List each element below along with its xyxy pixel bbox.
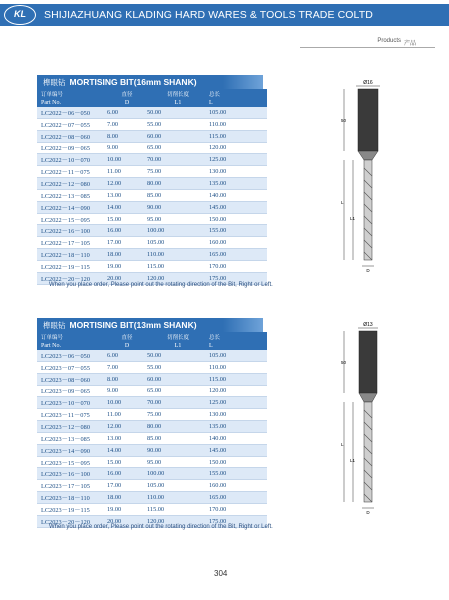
- part-number-cell: LC2023－13－085: [37, 432, 107, 444]
- header-cell: L1: [147, 341, 209, 350]
- total-length-cell: 145.00: [209, 444, 267, 456]
- table-row: [37, 107, 267, 118]
- table-row: [37, 237, 267, 249]
- cutting-length-cell: 115.00: [147, 503, 209, 515]
- header-cell: Part No.: [37, 341, 107, 350]
- diameter-cell: 19.00: [107, 260, 147, 272]
- part-number-cell: LC2023－10－070: [37, 397, 107, 409]
- total-length-cell: 165.00: [209, 249, 267, 261]
- diameter-cell: 10.00: [107, 397, 147, 409]
- total-length-cell: 145.00: [209, 201, 267, 213]
- diameter-cell: 13.00: [107, 189, 147, 201]
- cutting-length-cell: 105.00: [147, 237, 209, 249]
- order-note: When you place order, Please point out the rotating direction of the Bit, Right or Left.: [49, 524, 273, 530]
- header-cell: 总长: [209, 332, 267, 341]
- total-length-cell: 175.00: [209, 272, 267, 284]
- cutting-length-cell: 65.00: [147, 385, 209, 397]
- total-length-label: L: [341, 200, 344, 205]
- shank-length-label: 50: [341, 118, 347, 123]
- table-row: [37, 373, 267, 385]
- total-length-cell: 150.00: [209, 456, 267, 468]
- table-row: [37, 118, 267, 130]
- diameter-cell: 20.00: [107, 515, 147, 527]
- cutting-length-cell: 115.00: [147, 260, 209, 272]
- header-cell: 订单编号: [37, 89, 107, 98]
- diameter-label: D: [366, 268, 370, 273]
- header-cell: L: [209, 98, 267, 107]
- total-length-cell: 130.00: [209, 166, 267, 178]
- shank: [358, 89, 378, 151]
- part-number-cell: LC2023－06－050: [37, 350, 107, 361]
- total-length-cell: 125.00: [209, 154, 267, 166]
- order-note: When you place order, Please point out the rotating direction of the Bit, Right or Left.: [49, 282, 273, 288]
- spec-table: [37, 332, 267, 528]
- shank-dimension-label: Ø13: [363, 322, 373, 328]
- cutting-length-cell: 120.00: [147, 515, 209, 527]
- diameter-cell: 8.00: [107, 130, 147, 142]
- section-title-en: MORTISING BIT(13mm SHANK): [69, 320, 197, 330]
- table-row: [37, 142, 267, 154]
- table-row: [37, 350, 267, 361]
- cutting-length-cell: 110.00: [147, 492, 209, 504]
- cutting-length-cell: 60.00: [147, 373, 209, 385]
- header-cell: D: [107, 98, 147, 107]
- part-number-cell: LC2023－20－120: [37, 515, 107, 527]
- cutting-length-cell: 110.00: [147, 249, 209, 261]
- cut-length-label: L1: [350, 458, 356, 463]
- total-length-cell: 170.00: [209, 503, 267, 515]
- diameter-cell: 16.00: [107, 225, 147, 237]
- bit-drawing-13mm: [338, 322, 398, 517]
- header-cell: Part No.: [37, 98, 107, 107]
- total-length-label: L: [341, 442, 344, 447]
- header-cell: 切削长度: [147, 89, 209, 98]
- table-row: [37, 189, 267, 201]
- diameter-cell: 16.00: [107, 468, 147, 480]
- diameter-cell: 18.00: [107, 492, 147, 504]
- total-length-cell: 165.00: [209, 492, 267, 504]
- section-title-cn: 榫眼钻: [43, 78, 66, 87]
- diameter-cell: 10.00: [107, 154, 147, 166]
- total-length-cell: 115.00: [209, 130, 267, 142]
- table-row: [37, 130, 267, 142]
- header-cell: D: [107, 341, 147, 350]
- diameter-cell: 8.00: [107, 373, 147, 385]
- header-cell: 总长: [209, 89, 267, 98]
- total-length-cell: 170.00: [209, 260, 267, 272]
- table-row: [37, 260, 267, 272]
- table-row: [37, 178, 267, 190]
- table-row: [37, 456, 267, 468]
- diameter-cell: 6.00: [107, 350, 147, 361]
- table-row: [37, 503, 267, 515]
- diameter-cell: 14.00: [107, 444, 147, 456]
- part-number-cell: LC2022－19－115: [37, 260, 107, 272]
- table-row: [37, 468, 267, 480]
- section-13mm-shank: [37, 318, 263, 528]
- diameter-cell: 7.00: [107, 118, 147, 130]
- section-title-cn: 榫眼钻: [43, 321, 66, 330]
- table-row: [37, 154, 267, 166]
- cutting-length-cell: 60.00: [147, 130, 209, 142]
- total-length-cell: 155.00: [209, 225, 267, 237]
- part-number-cell: LC2022－14－090: [37, 201, 107, 213]
- total-length-cell: 135.00: [209, 178, 267, 190]
- cutting-length-cell: 100.00: [147, 225, 209, 237]
- table-row: [37, 432, 267, 444]
- part-number-cell: LC2023－11－075: [37, 409, 107, 421]
- diameter-cell: 20.00: [107, 272, 147, 284]
- part-number-cell: LC2023－14－090: [37, 444, 107, 456]
- diameter-cell: 15.00: [107, 213, 147, 225]
- table-row: [37, 166, 267, 178]
- cutting-length-cell: 85.00: [147, 189, 209, 201]
- total-length-cell: 110.00: [209, 118, 267, 130]
- part-number-cell: LC2023－15－095: [37, 456, 107, 468]
- part-number-cell: LC2022－18－110: [37, 249, 107, 261]
- part-number-cell: LC2022－15－095: [37, 213, 107, 225]
- diameter-cell: 13.00: [107, 432, 147, 444]
- cutting-length-cell: 80.00: [147, 178, 209, 190]
- section-title-en: MORTISING BIT(16mm SHANK): [69, 77, 197, 87]
- table-header: [37, 341, 267, 350]
- cutting-length-cell: 70.00: [147, 397, 209, 409]
- part-number-cell: LC2023－18－110: [37, 492, 107, 504]
- header-cell: 直径: [107, 89, 147, 98]
- table-row: [37, 213, 267, 225]
- header-cell: 订单编号: [37, 332, 107, 341]
- part-number-cell: LC2023－08－060: [37, 373, 107, 385]
- part-number-cell: LC2023－17－105: [37, 480, 107, 492]
- total-length-cell: 150.00: [209, 213, 267, 225]
- part-number-cell: LC2022－16－100: [37, 225, 107, 237]
- part-number-cell: LC2022－09－065: [37, 142, 107, 154]
- part-number-cell: LC2022－11－075: [37, 166, 107, 178]
- company-name: SHIJIAZHUANG KLADING HARD WARES & TOOLS TRADE COLTD: [44, 9, 373, 21]
- table-row: [37, 385, 267, 397]
- header-cell: 切削长度: [147, 332, 209, 341]
- cutting-length-cell: 105.00: [147, 480, 209, 492]
- table-row: [37, 444, 267, 456]
- part-number-cell: LC2023－09－065: [37, 385, 107, 397]
- diameter-label: D: [366, 510, 370, 515]
- total-length-cell: 140.00: [209, 189, 267, 201]
- total-length-cell: 130.00: [209, 409, 267, 421]
- header-banner: [0, 4, 449, 26]
- part-number-cell: LC2023－12－080: [37, 421, 107, 433]
- table-row: [37, 201, 267, 213]
- header-cell: L1: [147, 98, 209, 107]
- cutting-length-cell: 85.00: [147, 432, 209, 444]
- shank-transition: [359, 393, 377, 402]
- table-row: [37, 361, 267, 373]
- part-number-cell: LC2022－17－105: [37, 237, 107, 249]
- page-number: 304: [214, 569, 228, 578]
- table-row: [37, 492, 267, 504]
- diameter-cell: 18.00: [107, 249, 147, 261]
- diameter-cell: 19.00: [107, 503, 147, 515]
- cutting-length-cell: 55.00: [147, 361, 209, 373]
- table-row: [37, 480, 267, 492]
- cutting-length-cell: 75.00: [147, 409, 209, 421]
- cutting-length-cell: 55.00: [147, 118, 209, 130]
- cutting-length-cell: 65.00: [147, 142, 209, 154]
- part-number-cell: LC2022－12－080: [37, 178, 107, 190]
- total-length-cell: 175.00: [209, 515, 267, 527]
- cut-length-label: L1: [350, 216, 356, 221]
- total-length-cell: 105.00: [209, 350, 267, 361]
- total-length-cell: 140.00: [209, 432, 267, 444]
- total-length-cell: 110.00: [209, 361, 267, 373]
- table-row: [37, 225, 267, 237]
- header-cell: L: [209, 341, 267, 350]
- section-16mm-shank: [37, 75, 263, 285]
- diameter-cell: 7.00: [107, 361, 147, 373]
- table-row: [37, 397, 267, 409]
- total-length-cell: 105.00: [209, 107, 267, 118]
- total-length-cell: 160.00: [209, 480, 267, 492]
- part-number-cell: LC2022－20－120: [37, 272, 107, 284]
- part-number-cell: LC2022－08－060: [37, 130, 107, 142]
- diameter-cell: 9.00: [107, 142, 147, 154]
- spec-table: [37, 89, 267, 285]
- bit-drawing-16mm: [338, 80, 398, 275]
- total-length-cell: 120.00: [209, 385, 267, 397]
- diameter-cell: 11.00: [107, 409, 147, 421]
- table-header-cn: [37, 89, 267, 98]
- diameter-cell: 9.00: [107, 385, 147, 397]
- diameter-cell: 12.00: [107, 178, 147, 190]
- total-length-cell: 120.00: [209, 142, 267, 154]
- cutting-length-cell: 100.00: [147, 468, 209, 480]
- table-row: [37, 409, 267, 421]
- shank-transition: [358, 151, 378, 160]
- part-number-cell: LC2023－07－055: [37, 361, 107, 373]
- cutting-length-cell: 50.00: [147, 350, 209, 361]
- diameter-cell: 14.00: [107, 201, 147, 213]
- part-number-cell: LC2023－16－100: [37, 468, 107, 480]
- diameter-cell: 15.00: [107, 456, 147, 468]
- shank: [359, 331, 377, 393]
- cutting-length-cell: 95.00: [147, 456, 209, 468]
- table-header-cn: [37, 332, 267, 341]
- total-length-cell: 125.00: [209, 397, 267, 409]
- company-logo: KL: [4, 5, 36, 25]
- shank-dimension-label: Ø16: [363, 80, 373, 86]
- diameter-cell: 17.00: [107, 480, 147, 492]
- part-number-cell: LC2022－07－055: [37, 118, 107, 130]
- diameter-cell: 12.00: [107, 421, 147, 433]
- cutting-length-cell: 90.00: [147, 444, 209, 456]
- total-length-cell: 115.00: [209, 373, 267, 385]
- cutting-length-cell: 70.00: [147, 154, 209, 166]
- header-cell: 直径: [107, 332, 147, 341]
- shank-length-label: 50: [341, 360, 347, 365]
- part-number-cell: LC2022－10－070: [37, 154, 107, 166]
- part-number-cell: LC2022－06－050: [37, 107, 107, 118]
- cutting-length-cell: 80.00: [147, 421, 209, 433]
- products-label-cn: 产品: [403, 41, 416, 47]
- cutting-length-cell: 75.00: [147, 166, 209, 178]
- table-header: [37, 98, 267, 107]
- section-title: [37, 318, 263, 332]
- cutting-length-cell: 90.00: [147, 201, 209, 213]
- header-divider: [300, 47, 435, 48]
- table-row: [37, 421, 267, 433]
- products-label: Products: [377, 38, 401, 44]
- cutting-length-cell: 95.00: [147, 213, 209, 225]
- part-number-cell: LC2023－19－115: [37, 503, 107, 515]
- part-number-cell: LC2022－13－085: [37, 189, 107, 201]
- cutting-length-cell: 50.00: [147, 107, 209, 118]
- diameter-cell: 17.00: [107, 237, 147, 249]
- total-length-cell: 160.00: [209, 237, 267, 249]
- total-length-cell: 135.00: [209, 421, 267, 433]
- total-length-cell: 155.00: [209, 468, 267, 480]
- section-title: [37, 75, 263, 89]
- diameter-cell: 6.00: [107, 107, 147, 118]
- diameter-cell: 11.00: [107, 166, 147, 178]
- table-row: [37, 249, 267, 261]
- cutting-length-cell: 120.00: [147, 272, 209, 284]
